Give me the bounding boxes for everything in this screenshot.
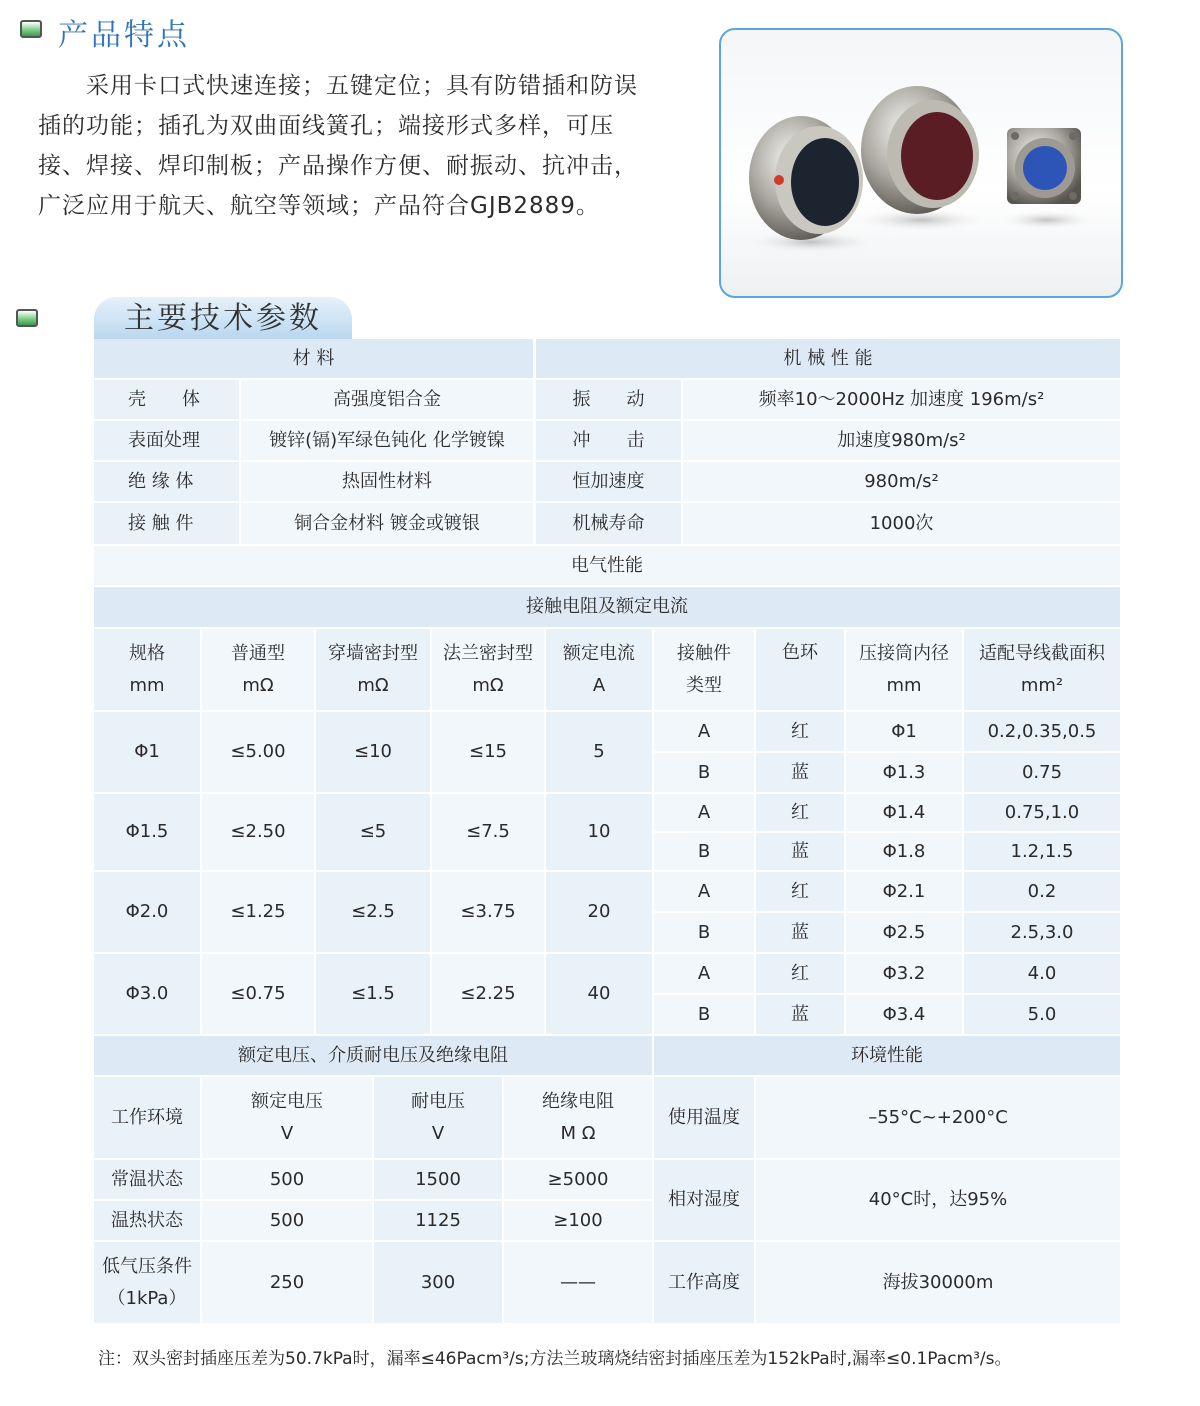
current-cell: 20	[546, 872, 652, 952]
env-name: 低气压条件	[102, 1255, 192, 1277]
insulation-cell: ≥100	[504, 1201, 652, 1240]
spec-cell: Φ2.0	[94, 872, 200, 952]
spec-cell: Φ1.5	[94, 794, 200, 870]
voltage-column-header	[202, 1077, 372, 1158]
color-cell: 蓝	[756, 995, 844, 1034]
column-header	[546, 629, 652, 710]
env-value-cell: 40°C时，达95%	[756, 1160, 1120, 1240]
wire-cell: 5.0	[964, 995, 1120, 1034]
column-header-unit: mΩ	[242, 674, 274, 696]
spec-cell: Φ1	[94, 712, 200, 792]
color-cell: 红	[756, 712, 844, 751]
type-cell: B	[654, 995, 754, 1034]
type-cell: A	[654, 712, 754, 751]
flange-cell: ≤15	[432, 712, 544, 792]
insulation-cell: ≥5000	[504, 1160, 652, 1199]
mechanical-name: 振 动	[536, 380, 681, 419]
params-title-tab: 主要技术参数	[94, 297, 352, 339]
bore-cell: Φ1.8	[846, 833, 962, 870]
color-cell: 蓝	[756, 753, 844, 792]
column-header-unit: mm	[129, 674, 165, 696]
column-header-unit: A	[592, 674, 606, 696]
column-header-unit: mΩ	[357, 674, 389, 696]
mechanical-value: 频率10～2000Hz 加速度 196m/s²	[683, 380, 1120, 419]
voltage-column-header	[374, 1077, 502, 1158]
rated-cell: 500	[202, 1201, 372, 1240]
type-cell: A	[654, 794, 754, 831]
material-header: 材 料	[94, 339, 533, 378]
rated-cell: 500	[202, 1160, 372, 1199]
column-header-unit: 类型	[686, 674, 722, 696]
type-cell: A	[654, 872, 754, 911]
wire-cell: 2.5,3.0	[964, 913, 1120, 952]
column-header-unit: V	[431, 1122, 445, 1144]
features-paragraph: 采用卡口式快速连接；五键定位；具有防错插和防误插的功能；插孔为双曲面线簧孔；端接形式多样，可压接、焊接、焊印制板；产品操作方便、耐振动、抗冲击，广泛应用于航天、航空等领域；产品符合GJB2889。	[38, 73, 638, 219]
color-cell: 红	[756, 954, 844, 993]
normal-cell: ≤1.25	[202, 872, 314, 952]
column-header-name: 额定电流	[563, 642, 635, 664]
voltage-column-header	[504, 1077, 652, 1158]
bore-cell: Φ1	[846, 712, 962, 751]
wall-cell: ≤1.5	[316, 954, 430, 1034]
environment-header: 环境性能	[654, 1036, 1120, 1075]
withstand-cell: 300	[374, 1242, 502, 1323]
flange-cell: ≤3.75	[432, 872, 544, 952]
bore-cell: Φ3.4	[846, 995, 962, 1034]
withstand-cell: 1125	[374, 1201, 502, 1240]
column-header-name: 耐电压	[411, 1090, 465, 1112]
voltage-column-header: 工作环境	[94, 1077, 200, 1158]
section-bullet-icon	[20, 20, 42, 38]
normal-cell: ≤2.50	[202, 794, 314, 870]
column-header-name: 穿墙密封型	[328, 642, 418, 664]
mechanical-value: 加速度980m/s²	[683, 421, 1120, 460]
material-value: 热固性材料	[241, 462, 533, 501]
env-value-cell: 海拔30000m	[756, 1242, 1120, 1323]
material-name: 接 触 件	[94, 503, 239, 544]
column-header	[94, 629, 200, 710]
withstand-cell: 1500	[374, 1160, 502, 1199]
color-cell: 红	[756, 794, 844, 831]
material-value: 高强度铝合金	[241, 380, 533, 419]
features-title: 产品特点	[58, 18, 190, 53]
type-cell: B	[654, 753, 754, 792]
color-cell: 红	[756, 872, 844, 911]
material-value: 镀锌(镉)军绿色钝化 化学镀镍	[241, 421, 533, 460]
env-cell: 常温状态	[94, 1160, 200, 1199]
wall-cell: ≤10	[316, 712, 430, 792]
footnote: 注：双头密封插座压差为50.7kPa时，漏率≤46Pacm³/s;方法兰玻璃烧结密封插座压差为152kPa时,漏率≤0.1Pacm³/s。	[98, 1349, 1012, 1369]
material-name: 壳 体	[94, 380, 239, 419]
column-header-name: 色环	[782, 642, 818, 663]
column-header-name: 普通型	[231, 642, 285, 664]
column-header-name: 额定电压	[251, 1090, 323, 1112]
column-header-name: 接触件	[677, 642, 731, 664]
material-value: 铜合金材料 镀金或镀银	[241, 503, 533, 544]
wire-cell: 0.2,0.35,0.5	[964, 712, 1120, 751]
bore-cell: Φ2.1	[846, 872, 962, 911]
env-name-cell: 工作高度	[654, 1242, 754, 1323]
env-name-cell: 使用温度	[654, 1077, 754, 1158]
voltage-header: 额定电压、介质耐电压及绝缘电阻	[94, 1036, 652, 1075]
mechanical-name: 恒加速度	[536, 462, 681, 501]
wall-cell: ≤2.5	[316, 872, 430, 952]
column-header	[316, 629, 430, 710]
env-value-cell: –55°C~+200°C	[756, 1077, 1120, 1158]
mechanical-name: 机械寿命	[536, 503, 681, 544]
column-header	[432, 629, 544, 710]
mechanical-value: 1000次	[683, 503, 1120, 544]
wire-cell: 0.75	[964, 753, 1120, 792]
column-header-name: 适配导线截面积	[979, 642, 1105, 664]
mechanical-header: 机 械 性 能	[536, 339, 1120, 378]
normal-cell: ≤0.75	[202, 954, 314, 1034]
rated-cell: 250	[202, 1242, 372, 1323]
column-header-name: 绝缘电阻	[542, 1090, 614, 1112]
wire-cell: 0.2	[964, 872, 1120, 911]
connectors-illustration	[721, 30, 1121, 296]
electrical-subheader: 接触电阻及额定电流	[94, 587, 1120, 627]
spec-cell: Φ3.0	[94, 954, 200, 1034]
column-header-unit: mm	[886, 674, 922, 696]
material-name: 表面处理	[94, 421, 239, 460]
type-cell: A	[654, 954, 754, 993]
type-cell: B	[654, 833, 754, 870]
mechanical-name: 冲 击	[536, 421, 681, 460]
bore-cell: Φ1.3	[846, 753, 962, 792]
column-header	[654, 629, 754, 710]
column-header-name: 规格	[129, 642, 165, 664]
current-cell: 10	[546, 794, 652, 870]
env-name-cell: 相对湿度	[654, 1160, 754, 1240]
column-header-unit: M Ω	[560, 1122, 596, 1144]
column-header-name: 压接筒内径	[859, 642, 949, 664]
column-header	[756, 629, 844, 710]
wire-cell: 1.2,1.5	[964, 833, 1120, 870]
insulation-cell: ——	[504, 1242, 652, 1323]
env-cell: 温热状态	[94, 1201, 200, 1240]
env-cell	[94, 1242, 200, 1323]
electrical-header: 电气性能	[94, 546, 1120, 585]
color-cell: 蓝	[756, 833, 844, 870]
material-name: 绝 缘 体	[94, 462, 239, 501]
current-cell: 40	[546, 954, 652, 1034]
wall-cell: ≤5	[316, 794, 430, 870]
column-header	[964, 629, 1120, 710]
column-header	[202, 629, 314, 710]
normal-cell: ≤5.00	[202, 712, 314, 792]
product-photo	[719, 28, 1123, 298]
mechanical-value: 980m/s²	[683, 462, 1120, 501]
current-cell: 5	[546, 712, 652, 792]
column-header-unit: mm²	[1020, 674, 1064, 696]
env-condition: （1kPa）	[107, 1287, 187, 1309]
section-bullet-icon	[16, 309, 38, 327]
wire-cell: 4.0	[964, 954, 1120, 993]
wire-cell: 0.75,1.0	[964, 794, 1120, 831]
column-header-unit: V	[280, 1122, 294, 1144]
column-header-name: 法兰密封型	[443, 642, 533, 664]
bore-cell: Φ1.4	[846, 794, 962, 831]
bore-cell: Φ2.5	[846, 913, 962, 952]
type-cell: B	[654, 913, 754, 952]
column-header-unit: mΩ	[472, 674, 504, 696]
color-cell: 蓝	[756, 913, 844, 952]
bore-cell: Φ3.2	[846, 954, 962, 993]
flange-cell: ≤7.5	[432, 794, 544, 870]
column-header	[846, 629, 962, 710]
flange-cell: ≤2.25	[432, 954, 544, 1034]
